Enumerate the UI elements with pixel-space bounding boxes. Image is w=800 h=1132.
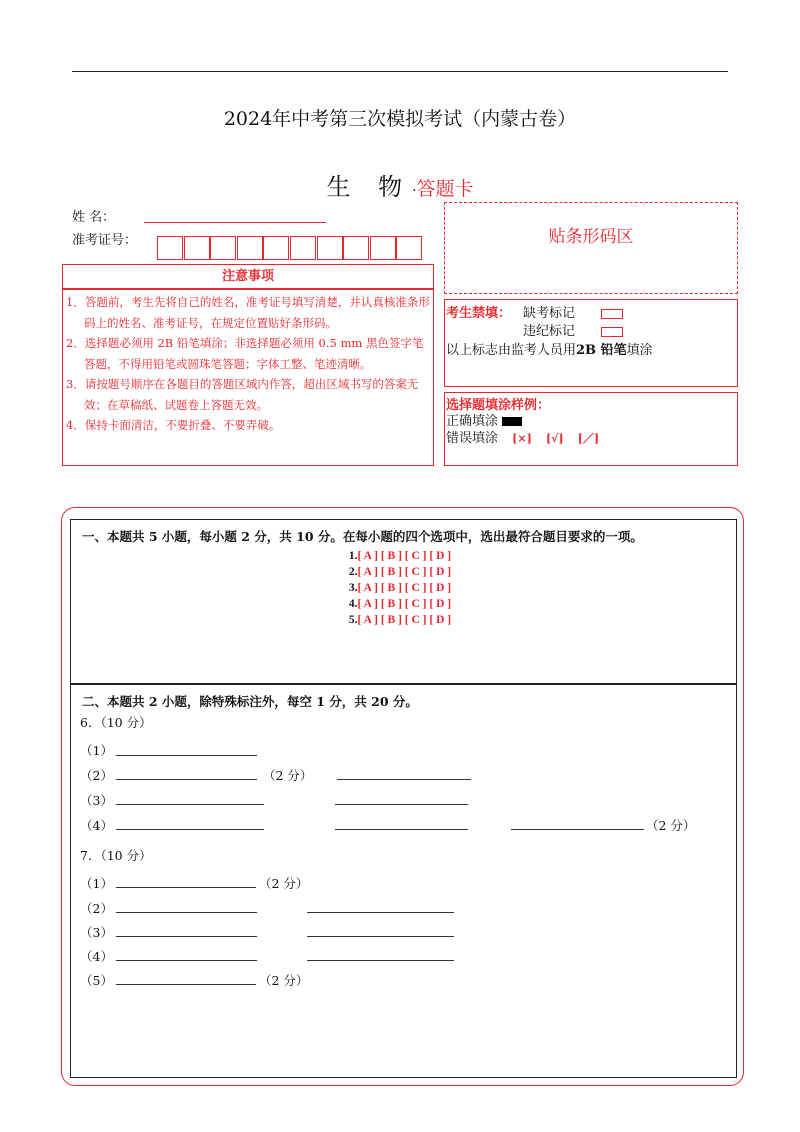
q6-header: 6．（10 分） bbox=[80, 715, 152, 730]
q7-4a-blank[interactable] bbox=[116, 960, 257, 961]
q7-2b-blank[interactable] bbox=[307, 912, 454, 913]
q7-header: 7．（10 分） bbox=[80, 848, 152, 863]
notice-list bbox=[66, 292, 431, 436]
q6-4-points: （2 分） bbox=[646, 818, 696, 833]
q6-3a-blank[interactable] bbox=[116, 804, 264, 805]
exam-id-digit-box[interactable] bbox=[290, 236, 316, 260]
barcode-area bbox=[444, 202, 738, 294]
q7-5-blank[interactable] bbox=[116, 984, 256, 985]
q6-sub3-label: （3） bbox=[80, 793, 113, 808]
q7-3a-blank[interactable] bbox=[116, 936, 257, 937]
wrong-mark-cross: [×] bbox=[512, 432, 532, 445]
exam-id-digit-box[interactable] bbox=[396, 236, 422, 260]
notice-item: 1．答题前，考生先将自己的姓名，准考证号填写清楚，并认真核准条形码上的姓名、准考证号，在规定位置贴好条形码。 bbox=[66, 295, 430, 330]
answer-card-label: 答题卡 bbox=[416, 178, 474, 200]
q7-4b-blank[interactable] bbox=[307, 960, 454, 961]
question-number: 4. bbox=[348, 598, 358, 610]
top-rule bbox=[72, 71, 728, 72]
q6-2b-blank[interactable] bbox=[337, 779, 471, 780]
notice-item: 3．请按题号顺序在各题目的答题区域内作答，超出区域书写的答案无效；在草稿纸、试题卷上答题无效。 bbox=[66, 377, 419, 412]
name-field[interactable] bbox=[144, 222, 326, 223]
choice-options[interactable]: [ A ] [ B ] [ C ] [ D ] bbox=[357, 550, 452, 562]
notice-title: 注意事项 bbox=[221, 269, 274, 284]
q6-2a-blank[interactable] bbox=[116, 779, 257, 780]
filled-mark-icon bbox=[502, 417, 522, 426]
q7-1-points: （2 分） bbox=[259, 876, 309, 891]
exam-id-digit-box[interactable] bbox=[317, 236, 343, 260]
name-label: 姓 名： bbox=[72, 210, 116, 225]
exam-id-digit-box[interactable] bbox=[184, 236, 210, 260]
exam-id-digit-box[interactable] bbox=[210, 236, 236, 260]
q7-sub4-label: （4） bbox=[80, 949, 113, 964]
violation-mark-box[interactable] bbox=[601, 327, 623, 337]
question-number: 5. bbox=[348, 614, 358, 626]
q6-4b-blank[interactable] bbox=[335, 829, 468, 830]
section-2-title: 二、本题共 2 小题，除特殊标注外，每空 1 分，共 20 分。 bbox=[82, 694, 418, 709]
choice-row-1[interactable] bbox=[0, 550, 800, 562]
exam-id-digit-box[interactable] bbox=[343, 236, 369, 260]
q6-2-points: （2 分） bbox=[263, 768, 313, 783]
q7-sub2-label: （2） bbox=[80, 901, 113, 916]
q6-sub1-label: （1） bbox=[80, 743, 113, 758]
wrong-mark-slash: [／] bbox=[577, 432, 600, 445]
absent-mark-label: 缺考标记 bbox=[523, 306, 576, 321]
notice-item: 4．保持卡面清洁，不要折叠、不要弄破。 bbox=[66, 418, 281, 432]
q6-sub2-label: （2） bbox=[80, 768, 113, 783]
exam-id-digit-box[interactable] bbox=[263, 236, 289, 260]
q7-1-blank[interactable] bbox=[116, 887, 256, 888]
forbidden-note bbox=[446, 339, 653, 358]
q7-sub5-label: （5） bbox=[80, 973, 113, 988]
forbidden-note-suffix: 填涂 bbox=[626, 343, 653, 358]
section-2-box bbox=[70, 684, 737, 1078]
question-number: 3. bbox=[348, 582, 358, 594]
q7-sub1-label: （1） bbox=[80, 876, 113, 891]
forbidden-note-bold: 2B 铅笔 bbox=[576, 343, 627, 358]
sample-correct-label: 正确填涂 bbox=[446, 414, 499, 429]
choice-options[interactable]: [ A ] [ B ] [ C ] [ D ] bbox=[357, 566, 452, 578]
choice-row-3[interactable] bbox=[0, 582, 800, 594]
violation-mark-label: 违纪标记 bbox=[523, 324, 576, 339]
sample-wrong-row bbox=[446, 427, 599, 446]
q7-sub3-label: （3） bbox=[80, 925, 113, 940]
q6-3b-blank[interactable] bbox=[335, 804, 468, 805]
sample-title: 选择题填涂样例： bbox=[446, 398, 551, 413]
subject-name: 生 物 bbox=[326, 173, 413, 201]
q6-1-blank[interactable] bbox=[116, 755, 257, 756]
violation-mark-row bbox=[523, 320, 623, 339]
q7-2a-blank[interactable] bbox=[116, 912, 257, 913]
q7-5-points: （2 分） bbox=[259, 973, 309, 988]
choice-options[interactable]: [ A ] [ B ] [ C ] [ D ] bbox=[357, 598, 452, 610]
choice-options[interactable]: [ A ] [ B ] [ C ] [ D ] bbox=[357, 614, 452, 626]
exam-id-digit-box[interactable] bbox=[370, 236, 396, 260]
choice-row-4[interactable] bbox=[0, 598, 800, 610]
choice-row-5[interactable] bbox=[0, 614, 800, 626]
q6-sub4-label: （4） bbox=[80, 818, 113, 833]
exam-title: 2024年中考第三次模拟考试（内蒙古卷） bbox=[223, 108, 577, 130]
q6-4a-blank[interactable] bbox=[116, 829, 264, 830]
wrong-mark-check: [√] bbox=[545, 432, 564, 445]
forbidden-title: 考生禁填： bbox=[446, 306, 512, 321]
sample-wrong-label: 错误填涂 bbox=[446, 431, 499, 446]
q6-4c-blank[interactable] bbox=[511, 829, 644, 830]
exam-id-digit-box[interactable] bbox=[157, 236, 183, 260]
section-1-title: 一、本题共 5 小题，每小题 2 分，共 10 分。在每小题的四个选项中，选出最符合题目要求的一项。 bbox=[82, 529, 643, 544]
choice-options[interactable]: [ A ] [ B ] [ C ] [ D ] bbox=[357, 582, 452, 594]
choice-row-2[interactable] bbox=[0, 566, 800, 578]
question-number: 1. bbox=[348, 550, 358, 562]
exam-id-label: 准考证号： bbox=[72, 233, 138, 248]
exam-id-digit-box[interactable] bbox=[237, 236, 263, 260]
q7-3b-blank[interactable] bbox=[307, 936, 454, 937]
subject-line bbox=[0, 167, 800, 202]
absent-mark-row bbox=[523, 302, 623, 321]
absent-mark-box[interactable] bbox=[601, 309, 623, 319]
barcode-label: 贴条形码区 bbox=[548, 227, 634, 247]
subject-dot: · bbox=[412, 183, 417, 199]
forbidden-note-prefix: 以上标志由监考人员用 bbox=[446, 343, 577, 358]
notice-item: 2．选择题必须用 2B 铅笔填涂；非选择题必须用 0.5 mm 黑色签字笔答题，不得用铅笔或圆珠笔答题；字体工整、笔迹清晰。 bbox=[66, 336, 424, 371]
question-number: 2. bbox=[348, 566, 358, 578]
